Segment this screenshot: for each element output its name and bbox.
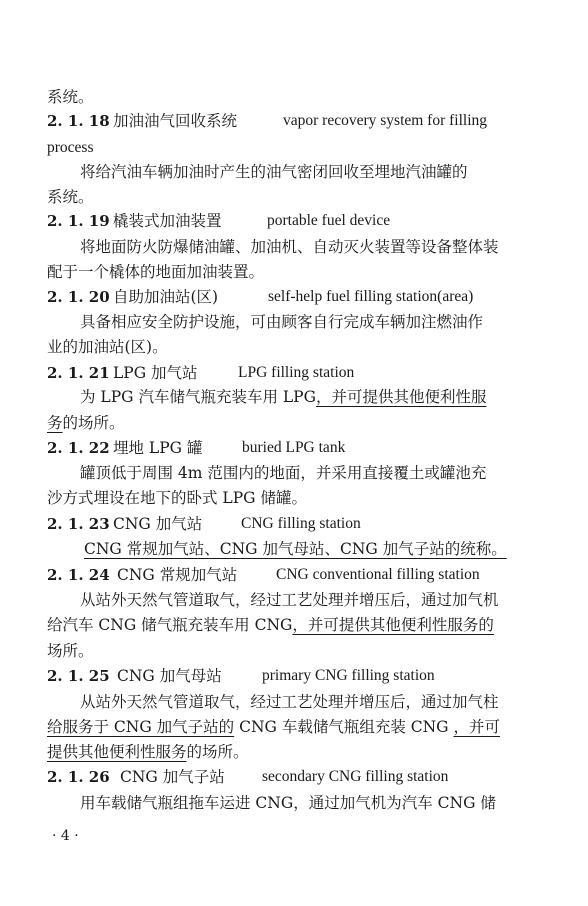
- term-english: buried LPG tank: [242, 439, 346, 456]
- term-chinese: CNG 常规加气站: [117, 566, 238, 584]
- term-number: 2. 1. 26: [47, 768, 110, 786]
- text-plain: 给汽车 CNG 储气瓶充装车用 CNG: [47, 616, 293, 634]
- text: 系统。: [47, 88, 94, 106]
- term-chinese: 埋地 LPG 罐: [113, 439, 203, 457]
- term-number: 2. 1. 21: [47, 364, 110, 382]
- term-number: 2. 1. 22: [47, 439, 110, 457]
- term-chinese: 橇装式加油装置: [113, 212, 222, 230]
- text: [47, 614, 494, 636]
- page-number: · 4 ·: [52, 828, 79, 844]
- text: [80, 386, 487, 408]
- term-english: CNG conventional filling station: [276, 566, 480, 583]
- term-english: vapor recovery system for filling: [283, 112, 488, 129]
- term-english: CNG filling station: [241, 515, 361, 532]
- text: 沙方式埋设在地下的卧式 LPG 储罐。: [47, 489, 307, 507]
- term-english: portable fuel device: [267, 212, 391, 229]
- text-plain: 的场所。: [62, 414, 125, 432]
- text: 业的加油站(区)。: [47, 338, 168, 356]
- term-english: LPG filling station: [238, 364, 355, 381]
- text: [47, 412, 125, 434]
- underlined-text: ，并可提供其他便利性服务的: [292, 616, 494, 634]
- underlined-text: 务: [47, 414, 63, 432]
- text: 用车载储气瓶组拖车运进 CNG，通过加气机为汽车 CNG 储: [80, 794, 496, 812]
- text: 将给汽油车辆加油时产生的油气密闭回收至埋地汽油罐的: [80, 163, 468, 181]
- text: 场所。: [47, 642, 94, 660]
- term-chinese: LPG 加气站: [113, 364, 198, 382]
- term-chinese: CNG 加气母站: [117, 667, 222, 685]
- underlined-text: ，并可: [453, 718, 501, 736]
- term-number: 2. 1. 20: [47, 288, 110, 306]
- term-number: 2. 1. 19: [47, 212, 110, 230]
- term-english: primary CNG filling station: [262, 667, 435, 684]
- underlined-text: ，并可提供其他便利性服: [316, 388, 487, 406]
- text: [47, 716, 500, 738]
- text-plain: 为 LPG 汽车储气瓶充装车用 LPG: [80, 388, 316, 406]
- text: 系统。: [47, 188, 94, 206]
- text-plain: 的场所。: [186, 743, 249, 761]
- text: 从站外天然气管道取气，经过工艺处理并增压后，通过加气机: [80, 591, 499, 609]
- term-english: self-help fuel filling station(area): [268, 288, 474, 305]
- term-english: secondary CNG filling station: [262, 768, 449, 785]
- text: process: [47, 139, 94, 156]
- term-number: 2. 1. 25: [47, 667, 110, 685]
- term-chinese: 自助加油站(区): [113, 288, 219, 306]
- text: 配于一个橇体的地面加油装置。: [47, 263, 265, 281]
- text: 从站外天然气管道取气，经过工艺处理并增压后，通过加气柱: [80, 693, 499, 711]
- term-number: 2. 1. 24: [47, 566, 110, 584]
- text: 将地面防火防爆储油罐、加油机、自动灭火装置等设备整体装: [80, 238, 499, 256]
- term-chinese: CNG 加气站: [113, 515, 203, 533]
- underlined-text: 给服务于 CNG 加气子站的: [47, 718, 235, 736]
- underlined-text: 提供其他便利性服务: [47, 743, 187, 761]
- term-number: 2. 1. 23: [47, 515, 110, 533]
- text: 罐顶低于周围 4m 范围内的地面，并采用直接覆土或罐池充: [80, 464, 487, 482]
- text: [47, 741, 249, 763]
- text-plain: CNG 车载储气瓶组充装 CNG: [234, 718, 454, 736]
- text: 具备相应安全防护设施，可由顾客自行完成车辆加注燃油作: [80, 313, 484, 331]
- underlined-text: CNG 常规加气站、CNG 加气母站、CNG 加气子站的统称。: [84, 540, 507, 558]
- term-chinese: CNG 加气子站: [120, 768, 225, 786]
- term-number: 2. 1. 18: [47, 112, 110, 130]
- term-chinese: 加油油气回收系统: [113, 112, 238, 130]
